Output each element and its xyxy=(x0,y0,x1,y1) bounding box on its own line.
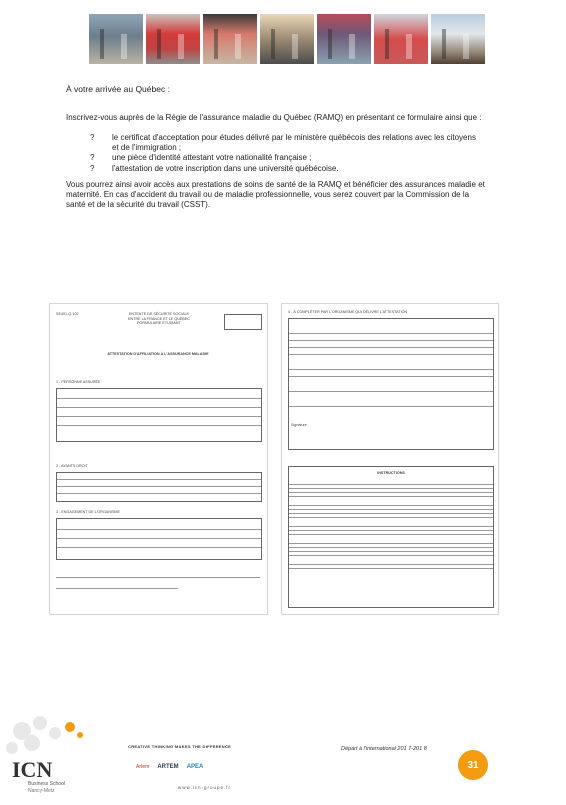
signature-label: Signature xyxy=(291,423,307,427)
scanned-form-page-1 xyxy=(49,303,268,615)
list-item: ? l'attestation de votre inscription dans une université québécoise. xyxy=(90,163,339,173)
campus-photo xyxy=(431,14,485,64)
icn-logo xyxy=(0,713,120,800)
intro-paragraph: Inscrivez-vous auprès de la Régie de l'assurance maladie du Québec (RAMQ) en présentant ce formulaire ainsi que : xyxy=(66,113,482,122)
campus-photo xyxy=(146,14,200,64)
form-section: 4 - À COMPLÉTER PAR L'ORGANISME QUI DÉLIVRE L'ATTESTATION xyxy=(288,310,408,314)
form-block xyxy=(56,388,262,442)
logo-subtitle: Business School xyxy=(28,781,65,787)
campus-photo xyxy=(260,14,314,64)
logo-text: ICN xyxy=(12,757,53,782)
form-block xyxy=(56,518,262,560)
form-block xyxy=(288,318,494,450)
instructions-title: INSTRUCTIONS xyxy=(377,471,405,475)
form-section: 1 - PERSONNE ASSURÉE xyxy=(56,380,101,384)
campus-photo xyxy=(89,14,143,64)
photo-strip xyxy=(89,14,485,64)
partner-logo: Artem xyxy=(136,764,150,770)
page-number: 31 xyxy=(458,750,488,780)
instructions-block xyxy=(288,466,494,608)
form-header: ENTENTE DE SÉCURITÉ SOCIALE ENTRE LA FRANCE ET LE QUÉBEC FORMULAIRE ÉTUDIANT xyxy=(128,312,190,326)
motto: CREATIVE THINKING MAKES THE DIFFERENCE xyxy=(128,744,232,749)
form-id: SE401-Q-102 xyxy=(56,312,79,316)
list-item: ? une pièce d'identité attestant votre nationalité française ; xyxy=(90,153,312,163)
campus-photo xyxy=(203,14,257,64)
website-url: www.icn-groupe.fr xyxy=(178,785,232,790)
requirements-list xyxy=(90,133,480,174)
partner-logo: ARTEM xyxy=(157,764,179,770)
campus-photo xyxy=(317,14,371,64)
arrival-heading: À votre arrivée au Québec : xyxy=(66,84,170,94)
campus-photo xyxy=(374,14,428,64)
form-table xyxy=(56,472,262,502)
list-item: ? le certificat d'acceptation pour études délivré par le ministère québécois des relations avec les citoyens et de l'immigration ; xyxy=(90,133,476,153)
form-section: 3 - ENGAGEMENT DE L'ORGANISME xyxy=(56,510,120,514)
form-section: 2 - AYANTS DROIT xyxy=(56,464,88,468)
partner-logos xyxy=(136,757,266,777)
logo-tagline: Nancy-Metz xyxy=(28,788,55,794)
document-title: Départ à l'international 201 7-201 8 xyxy=(341,746,427,752)
partner-logo: APEA xyxy=(186,764,204,770)
form-title: ATTESTATION D'AFFILIATION À L'ASSURANCE MALADIE xyxy=(107,352,209,356)
coverage-paragraph: Vous pourrez ainsi avoir accès aux prestations de soins de santé de la RAMQ et bénéficier des assurances maladie et maternité. En cas d'accident du travail ou de maladie professionnelle, vous serez couvert par la Commission de la santé et de la sécurité du travail (CSST). xyxy=(66,180,485,209)
scanned-form-page-2 xyxy=(281,303,499,615)
